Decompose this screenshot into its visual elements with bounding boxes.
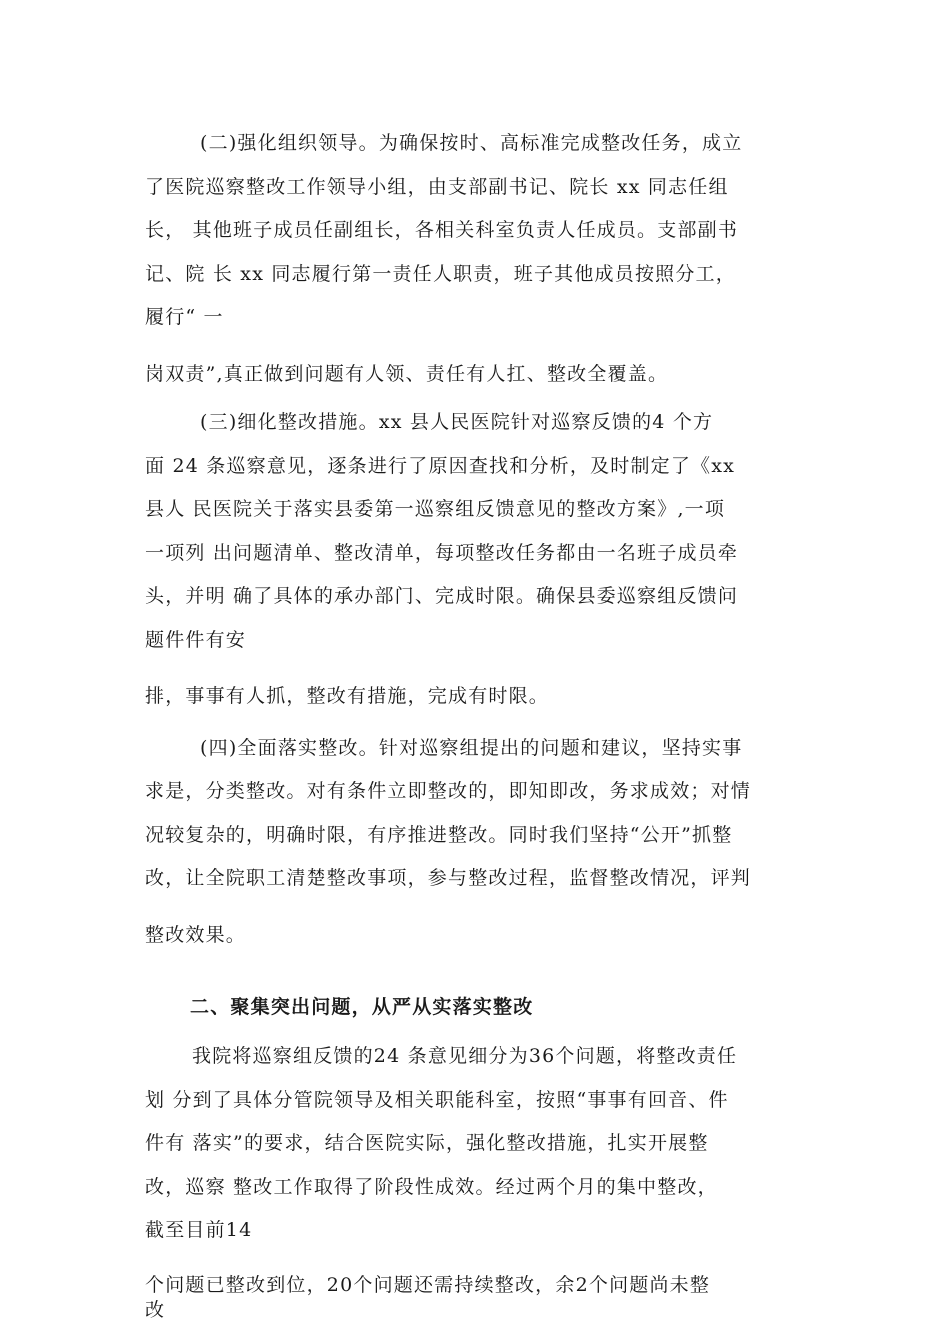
paragraph-line: 履行“ 一 xyxy=(145,306,224,328)
paragraph-line: 题件件有安 xyxy=(145,629,247,651)
paragraph-line: 面 24 条巡察意见，逐条进行了原因查找和分析，及时制定了《xx xyxy=(145,455,736,477)
paragraph-line: 整改效果。 xyxy=(145,924,247,946)
paragraph-line: 改 xyxy=(145,1299,166,1321)
paragraph-line: 了医院巡察整改工作领导小组，由支部副书记、院长 xx 同志任组 xyxy=(145,176,729,198)
paragraph-line: (三)细化整改措施。xx 县人民医院针对巡察反馈的4 个方 xyxy=(200,411,714,433)
section-heading: 二、聚集突出问题，从严从实落实整改 xyxy=(190,996,534,1018)
paragraph-line: 记、院 长 xx 同志履行第一责任人职责，班子其他成员按照分工， xyxy=(145,263,736,285)
paragraph-line: 况较复杂的，明确时限，有序推进整改。同时我们坚持“公开”抓整 xyxy=(145,824,733,846)
paragraph-line: 改，让全院职工清楚整改事项，参与整改过程，监督整改情况，评判 xyxy=(145,867,752,889)
paragraph-line: 一项列 出问题清单、整改清单，每项整改任务都由一名班子成员牵 xyxy=(145,542,739,564)
paragraph-line: (四)全面落实整改。针对巡察组提出的问题和建议，坚持实事 xyxy=(200,737,743,759)
paragraph-line: (二)强化组织领导。为确保按时、高标准完成整改任务，成立 xyxy=(200,132,743,154)
paragraph-line: 县人 民医院关于落实县委第一巡察组反馈意见的整改方案》,一项 xyxy=(145,498,726,520)
paragraph-line: 改，巡察 整改工作取得了阶段性成效。经过两个月的集中整改， xyxy=(145,1176,718,1198)
paragraph-line: 长， 其他班子成员任副组长，各相关科室负责人任成员。支部副书 xyxy=(145,219,739,241)
paragraph-line: 头，并明 确了具体的承办部门、完成时限。确保县委巡察组反馈问 xyxy=(145,585,739,607)
paragraph-line: 岗双责”,真正做到问题有人领、责任有人扛、整改全覆盖。 xyxy=(145,363,669,385)
paragraph-line: 我院将巡察组反馈的24 条意见细分为36个问题，将整改责任 xyxy=(192,1045,738,1067)
paragraph-line: 划 分到了具体分管院领导及相关职能科室，按照“事事有回音、件 xyxy=(145,1089,729,1111)
paragraph-line: 排，事事有人抓，整改有措施，完成有时限。 xyxy=(145,685,550,707)
paragraph-line: 件有 落实”的要求，结合医院实际，强化整改措施，扎实开展整 xyxy=(145,1132,709,1154)
paragraph-line: 个问题已整改到位，20个问题还需持续整改，余2个问题尚未整 xyxy=(145,1274,711,1296)
paragraph-line: 截至目前14 xyxy=(145,1219,253,1241)
paragraph-line: 求是，分类整改。对有条件立即整改的，即知即改，务求成效；对情 xyxy=(145,780,752,802)
